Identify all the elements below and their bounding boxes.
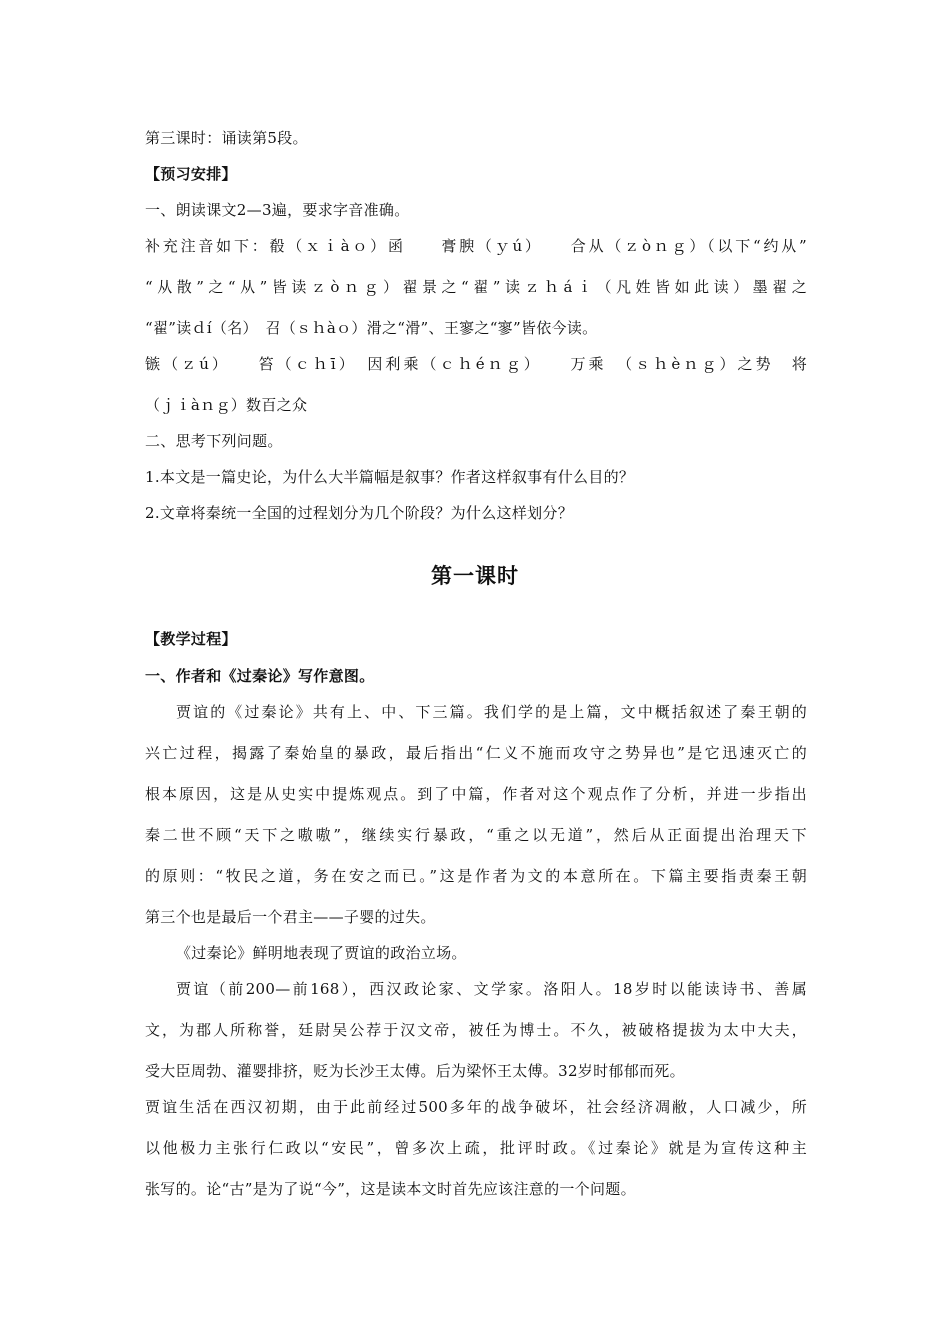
- paragraph-1-line-2: 兴亡过程，揭露了秦始皇的暴政，最后指出“仁义不施而攻守之势异也”是它迅速灭亡的: [145, 744, 807, 762]
- pinyin-line-2: “从散”之“从”皆读ｚòｎｇ）翟景之“翟”读ｚｈáｉ（凡姓皆如此读）墨翟之: [145, 278, 807, 296]
- paragraph-1-line-6: 第三个也是最后一个君主——子婴的过失。: [145, 908, 436, 926]
- paragraph-4-line-1: 贾谊生活在西汉初期，由于此前经过500多年的战争破坏，社会经济凋敝，人口减少，所: [145, 1098, 807, 1116]
- paragraph-3-line-3: 受大臣周勃、灌婴排挤，贬为长沙王太傅。后为梁怀王太傅。32岁时郁郁而死。: [145, 1062, 685, 1080]
- preview-item-2: 二、思考下列问题。: [145, 432, 283, 450]
- question-1: 1.本文是一篇史论，为什么大半篇幅是叙事？作者这样叙事有什么目的？: [145, 468, 635, 486]
- pinyin-line-5: （ｊｉàｎｇ）数百之众: [145, 396, 308, 414]
- section-title: 第一课时: [431, 564, 519, 588]
- paragraph-3-line-2: 文，为郡人所称誉，廷尉吴公荐于汉文帝，被任为博士。不久，被破格提拔为太中大夫，: [145, 1021, 807, 1039]
- paragraph-1-line-4: 秦二世不顾“天下之嗷嗷”，继续实行暴政，“重之以无道”，然后从正面提出治理天下: [145, 826, 807, 844]
- pinyin-line-1: 补充注音如下：殽（ｘｉàｏ）函 膏腴（ｙú） 合从（ｚòｎｇ）（以下“约从”: [145, 237, 807, 255]
- teaching-subheading: 一、作者和《过秦论》写作意图。: [145, 667, 375, 685]
- paragraph-1-line-1: 贾谊的《过秦论》共有上、中、下三篇。我们学的是上篇，文中概括叙述了秦王朝的: [176, 703, 807, 721]
- pinyin-line-4: 镞（ｚú） 笞（ｃｈī） 因利乘（ｃｈéｎｇ） 万乘 （ｓｈèｎｇ）之势 将: [145, 355, 807, 373]
- paragraph-1-line-5: 的原则：“牧民之道，务在安之而已。”这是作者为文的本意所在。下篇主要指责秦王朝: [145, 867, 807, 885]
- preview-item-1: 一、朗读课文2—3遍，要求字音准确。: [145, 201, 410, 219]
- preview-heading: 【预习安排】: [145, 165, 237, 183]
- paragraph-4-line-2: 以他极力主张行仁政以“安民”，曾多次上疏，批评时政。《过秦论》就是为宣传这种主: [145, 1139, 807, 1157]
- paragraph-1-line-3: 根本原因，这是从史实中提炼观点。到了中篇，作者对这个观点作了分析，并进一步指出: [145, 785, 807, 803]
- paragraph-3-line-1: 贾谊（前200—前168），西汉政论家、文学家。洛阳人。18岁时以能读诗书、善属: [176, 980, 807, 998]
- question-2: 2.文章将秦统一全国的过程划分为几个阶段？为什么这样划分？: [145, 504, 574, 522]
- teaching-heading: 【教学过程】: [145, 630, 237, 648]
- lesson3-line: 第三课时：诵读第5段。: [145, 129, 308, 147]
- pinyin-line-3: “翟”读ｄí（名） 召（ｓｈàｏ）滑之“滑”、王寥之“寥”皆依今读。: [145, 319, 598, 337]
- paragraph-2: 《过秦论》鲜明地表现了贾谊的政治立场。: [176, 944, 467, 962]
- paragraph-4-line-3: 张写的。论“古”是为了说“今”，这是读本文时首先应该注意的一个问题。: [145, 1180, 636, 1198]
